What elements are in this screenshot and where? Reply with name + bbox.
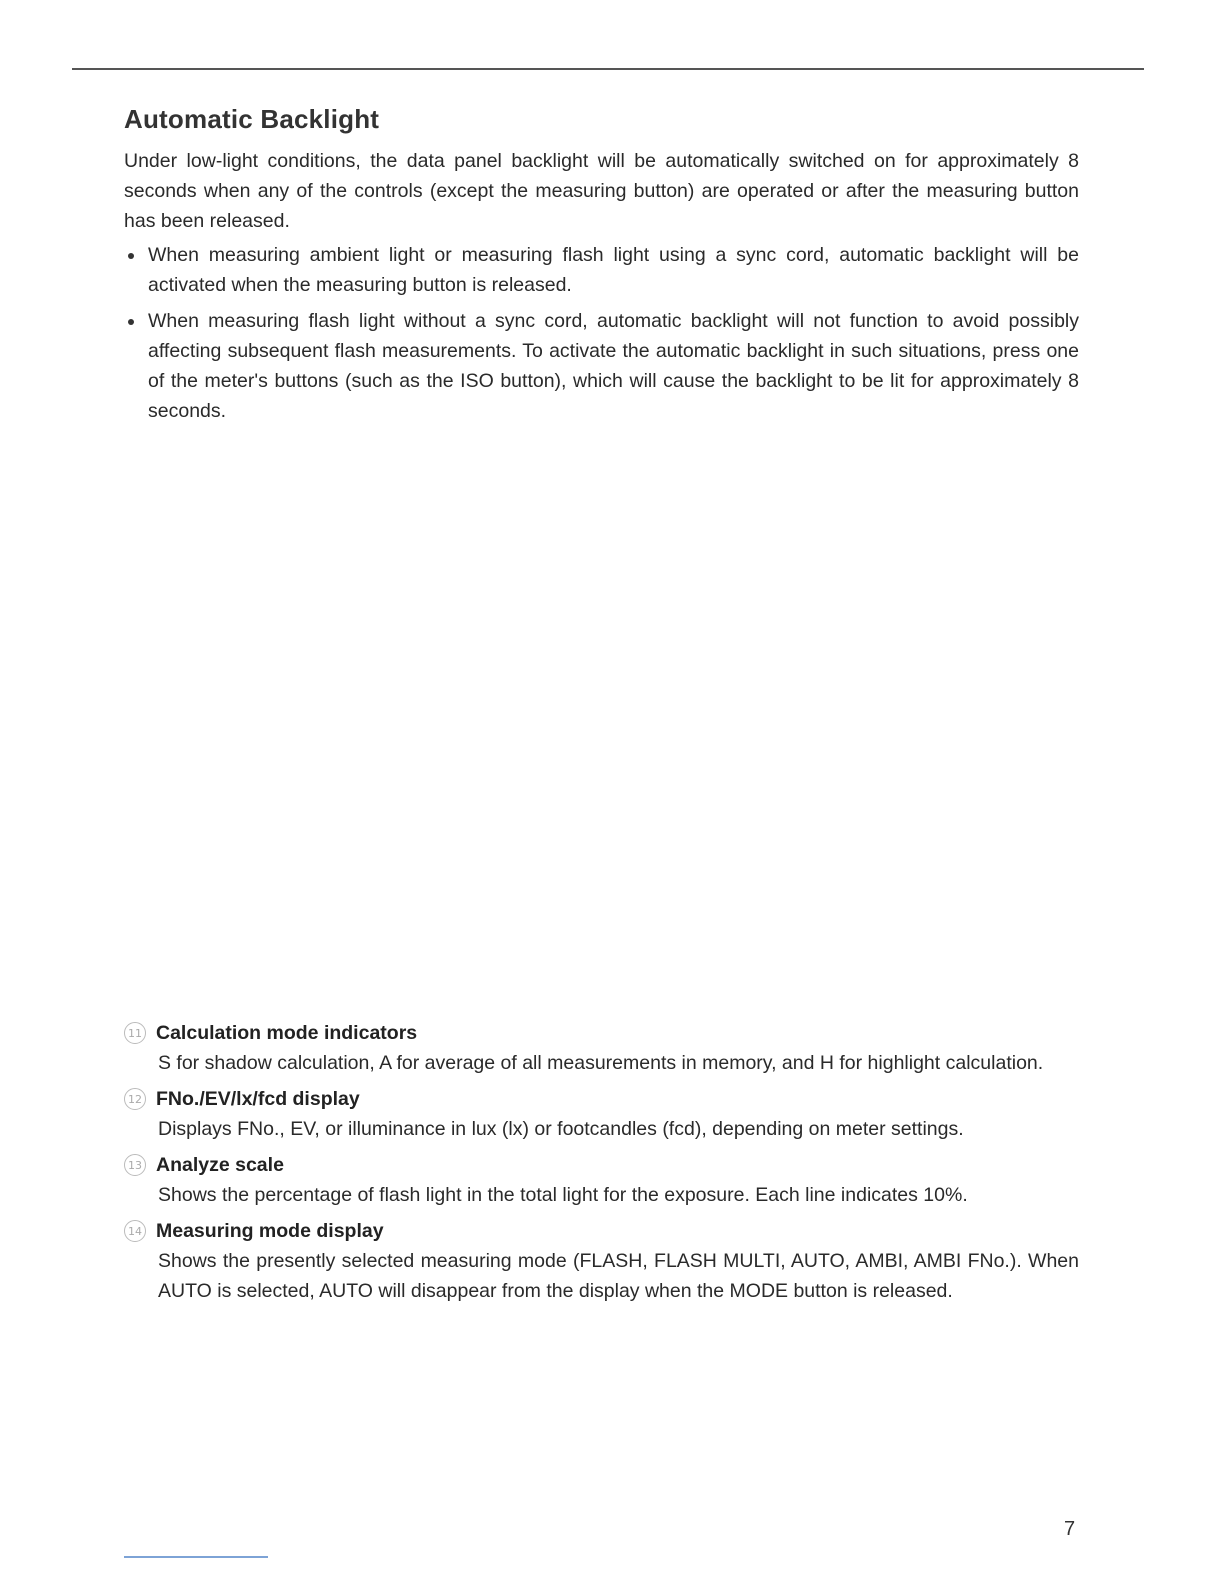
item-title: Calculation mode indicators bbox=[156, 1021, 418, 1044]
section-title: Automatic Backlight bbox=[124, 104, 380, 134]
list-item bbox=[124, 1216, 1079, 1306]
list-item bbox=[124, 1084, 1079, 1144]
item-body: S for shadow calculation, A for average of all measurements in memory, and H for highlight calculation. bbox=[158, 1052, 1044, 1074]
bullet-text: When measuring ambient light or measuring flash light using a sync cord, automatic backlight will be activated when the measuring button is released. bbox=[148, 244, 1079, 296]
item-body: Shows the presently selected measuring mode (FLASH, FLASH MULTI, AUTO, AMBI, AMBI FNo.). When AUTO is selected, AUTO will disappear from the display when the MODE button is released. bbox=[158, 1250, 1079, 1302]
bottom-accent-line bbox=[124, 1556, 268, 1558]
intro-paragraph: Under low-light conditions, the data panel backlight will be automatically switched on for approximately 8 seconds when any of the controls (except the measuring button) are operated or after the measuring button has been released. bbox=[124, 150, 1079, 232]
bullet-list bbox=[124, 240, 1079, 432]
bullet-item bbox=[124, 306, 1079, 426]
top-divider bbox=[72, 68, 1144, 70]
bullet-text: When measuring flash light without a sync cord, automatic backlight will not function to avoid possibly affecting subsequent flash measurements. To activate the automatic backlight in such situations, press one of the meter's buttons (such as the ISO button), which will cause the backlight to be lit for approximately 8 seconds. bbox=[148, 310, 1079, 422]
item-title: Measuring mode display bbox=[156, 1219, 384, 1242]
item-heading bbox=[124, 1150, 1079, 1180]
list-item bbox=[124, 1150, 1079, 1210]
bullet-dot-icon bbox=[128, 319, 134, 325]
circled-number-icon: 12 bbox=[124, 1088, 146, 1110]
circled-number-icon: 13 bbox=[124, 1154, 146, 1176]
item-title: Analyze scale bbox=[156, 1153, 284, 1176]
item-heading bbox=[124, 1216, 1079, 1246]
circled-number-icon: 14 bbox=[124, 1220, 146, 1242]
item-body: Shows the percentage of flash light in the total light for the exposure. Each line indicates 10%. bbox=[158, 1184, 968, 1206]
bullet-item bbox=[124, 240, 1079, 300]
item-heading bbox=[124, 1084, 1079, 1114]
item-title: FNo./EV/lx/fcd display bbox=[156, 1087, 360, 1110]
circled-number-icon: 11 bbox=[124, 1022, 146, 1044]
item-body: Displays FNo., EV, or illuminance in lux (lx) or footcandles (fcd), depending on meter settings. bbox=[158, 1118, 964, 1140]
item-heading bbox=[124, 1018, 1079, 1048]
numbered-items bbox=[124, 1018, 1079, 1312]
page-number: 7 bbox=[1064, 1518, 1076, 1540]
list-item bbox=[124, 1018, 1079, 1078]
bullet-dot-icon bbox=[128, 253, 134, 259]
